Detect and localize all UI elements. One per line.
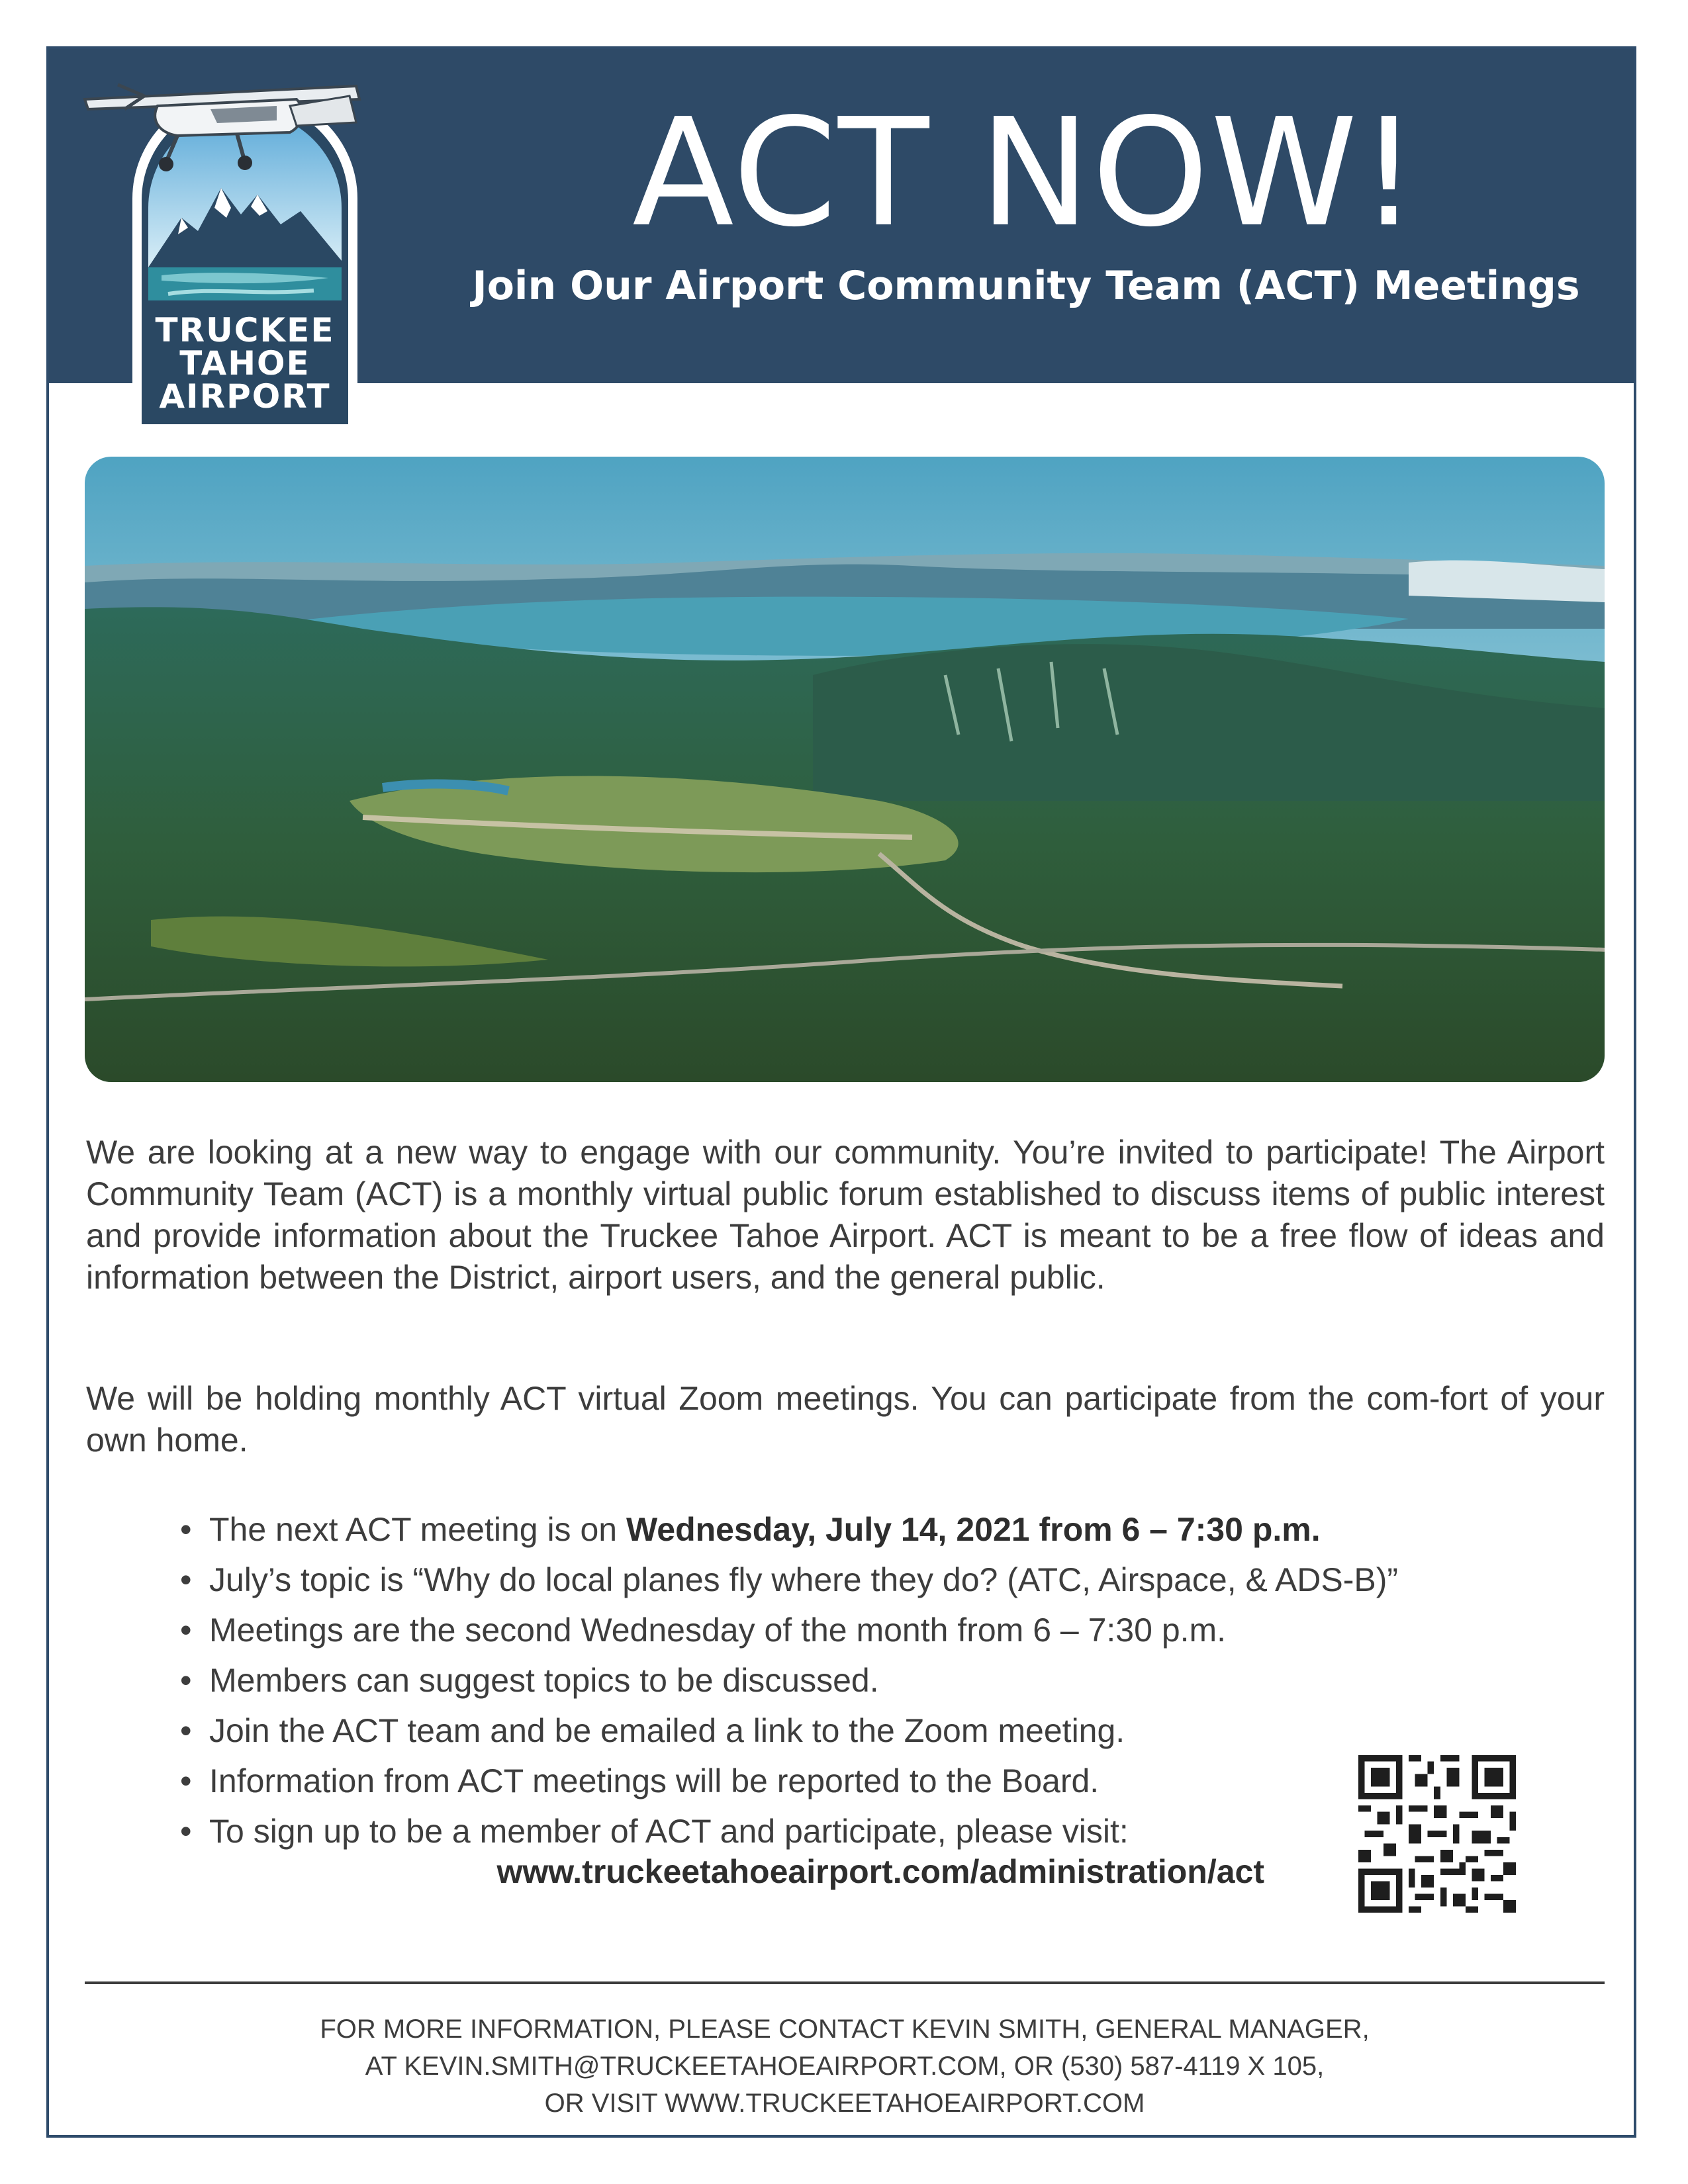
intro-paragraph: We are looking at a new way to engage with our community. You’re invited to participate! The Airport Community Team (ACT) is a monthly virtual public forum established to discuss items of public interest and provide information about the Truckee Tahoe Airport. ACT is meant to be a free flow of ideas and information between the District, airport users, and the general public. (86, 1134, 1605, 1296)
footer-line: OR VISIT WWW.TRUCKEETAHOEAIRPORT.COM (544, 2089, 1145, 2118)
landscape-image (85, 457, 1605, 1082)
page-subheadline: Join Our Airport Community Team (ACT) Meetings (472, 263, 1580, 309)
list-item (180, 1756, 1345, 1806)
list-item (180, 1655, 1345, 1706)
footer-divider (85, 1981, 1605, 1984)
page-headline: ACT NOW! (632, 87, 1421, 260)
bullet-icon: • (180, 1762, 192, 1799)
signup-url-link[interactable]: www.truckeetahoeairport.com/administration/act (496, 1853, 1264, 1890)
qr-code-icon[interactable] (1358, 1755, 1516, 1913)
list-item (180, 1706, 1345, 1756)
next-meeting-date: Wednesday, July 14, 2021 from 6 – 7:30 p.m. (626, 1511, 1321, 1548)
aerial-landscape-photo (85, 457, 1605, 1082)
bullet-icon: • (180, 1813, 192, 1850)
signup-text: To sign up to be a member of ACT and participate, please visit: (209, 1813, 1129, 1850)
next-meeting-text: The next ACT meeting is on (209, 1511, 626, 1548)
bullet-icon: • (180, 1511, 192, 1548)
list-item (180, 1504, 1345, 1555)
bullet-icon: • (180, 1612, 192, 1649)
list-item (180, 1555, 1399, 1605)
zoom-paragraph: We will be holding monthly ACT virtual Zoom meetings. You can participate from the com-fort of your own home. (86, 1380, 1605, 1459)
list-item (180, 1605, 1345, 1655)
board-report-text: Information from ACT meetings will be reported to the Board. (209, 1762, 1100, 1799)
bullet-icon: • (180, 1561, 192, 1598)
schedule-text: Meetings are the second Wednesday of the month from 6 – 7:30 p.m. (209, 1612, 1227, 1649)
footer-line: AT KEVIN.SMITH@TRUCKEETAHOEAIRPORT.COM, OR (530) 587-4119 X 105, (365, 2052, 1325, 2081)
logo-line-truckee: TRUCKEE (155, 311, 335, 349)
suggest-topics-text: Members can suggest topics to be discussed. (209, 1662, 879, 1699)
meeting-info-list (180, 1504, 1399, 1856)
topic-text: July’s topic is “Why do local planes fly where they do? (ATC, Airspace, & ADS-B)” (209, 1561, 1399, 1598)
footer-line: FOR MORE INFORMATION, PLEASE CONTACT KEVIN SMITH, GENERAL MANAGER, (320, 2015, 1370, 2044)
bullet-icon: • (180, 1712, 192, 1749)
contact-footer (85, 2011, 1605, 2122)
logo-line-tahoe: TAHOE (179, 344, 310, 383)
join-team-text: Join the ACT team and be emailed a link to the Zoom meeting. (209, 1712, 1125, 1749)
logo-line-airport: AIRPORT (159, 377, 331, 416)
bullet-icon: • (180, 1662, 192, 1699)
airplane-icon (78, 79, 369, 185)
logo-text (142, 311, 348, 416)
